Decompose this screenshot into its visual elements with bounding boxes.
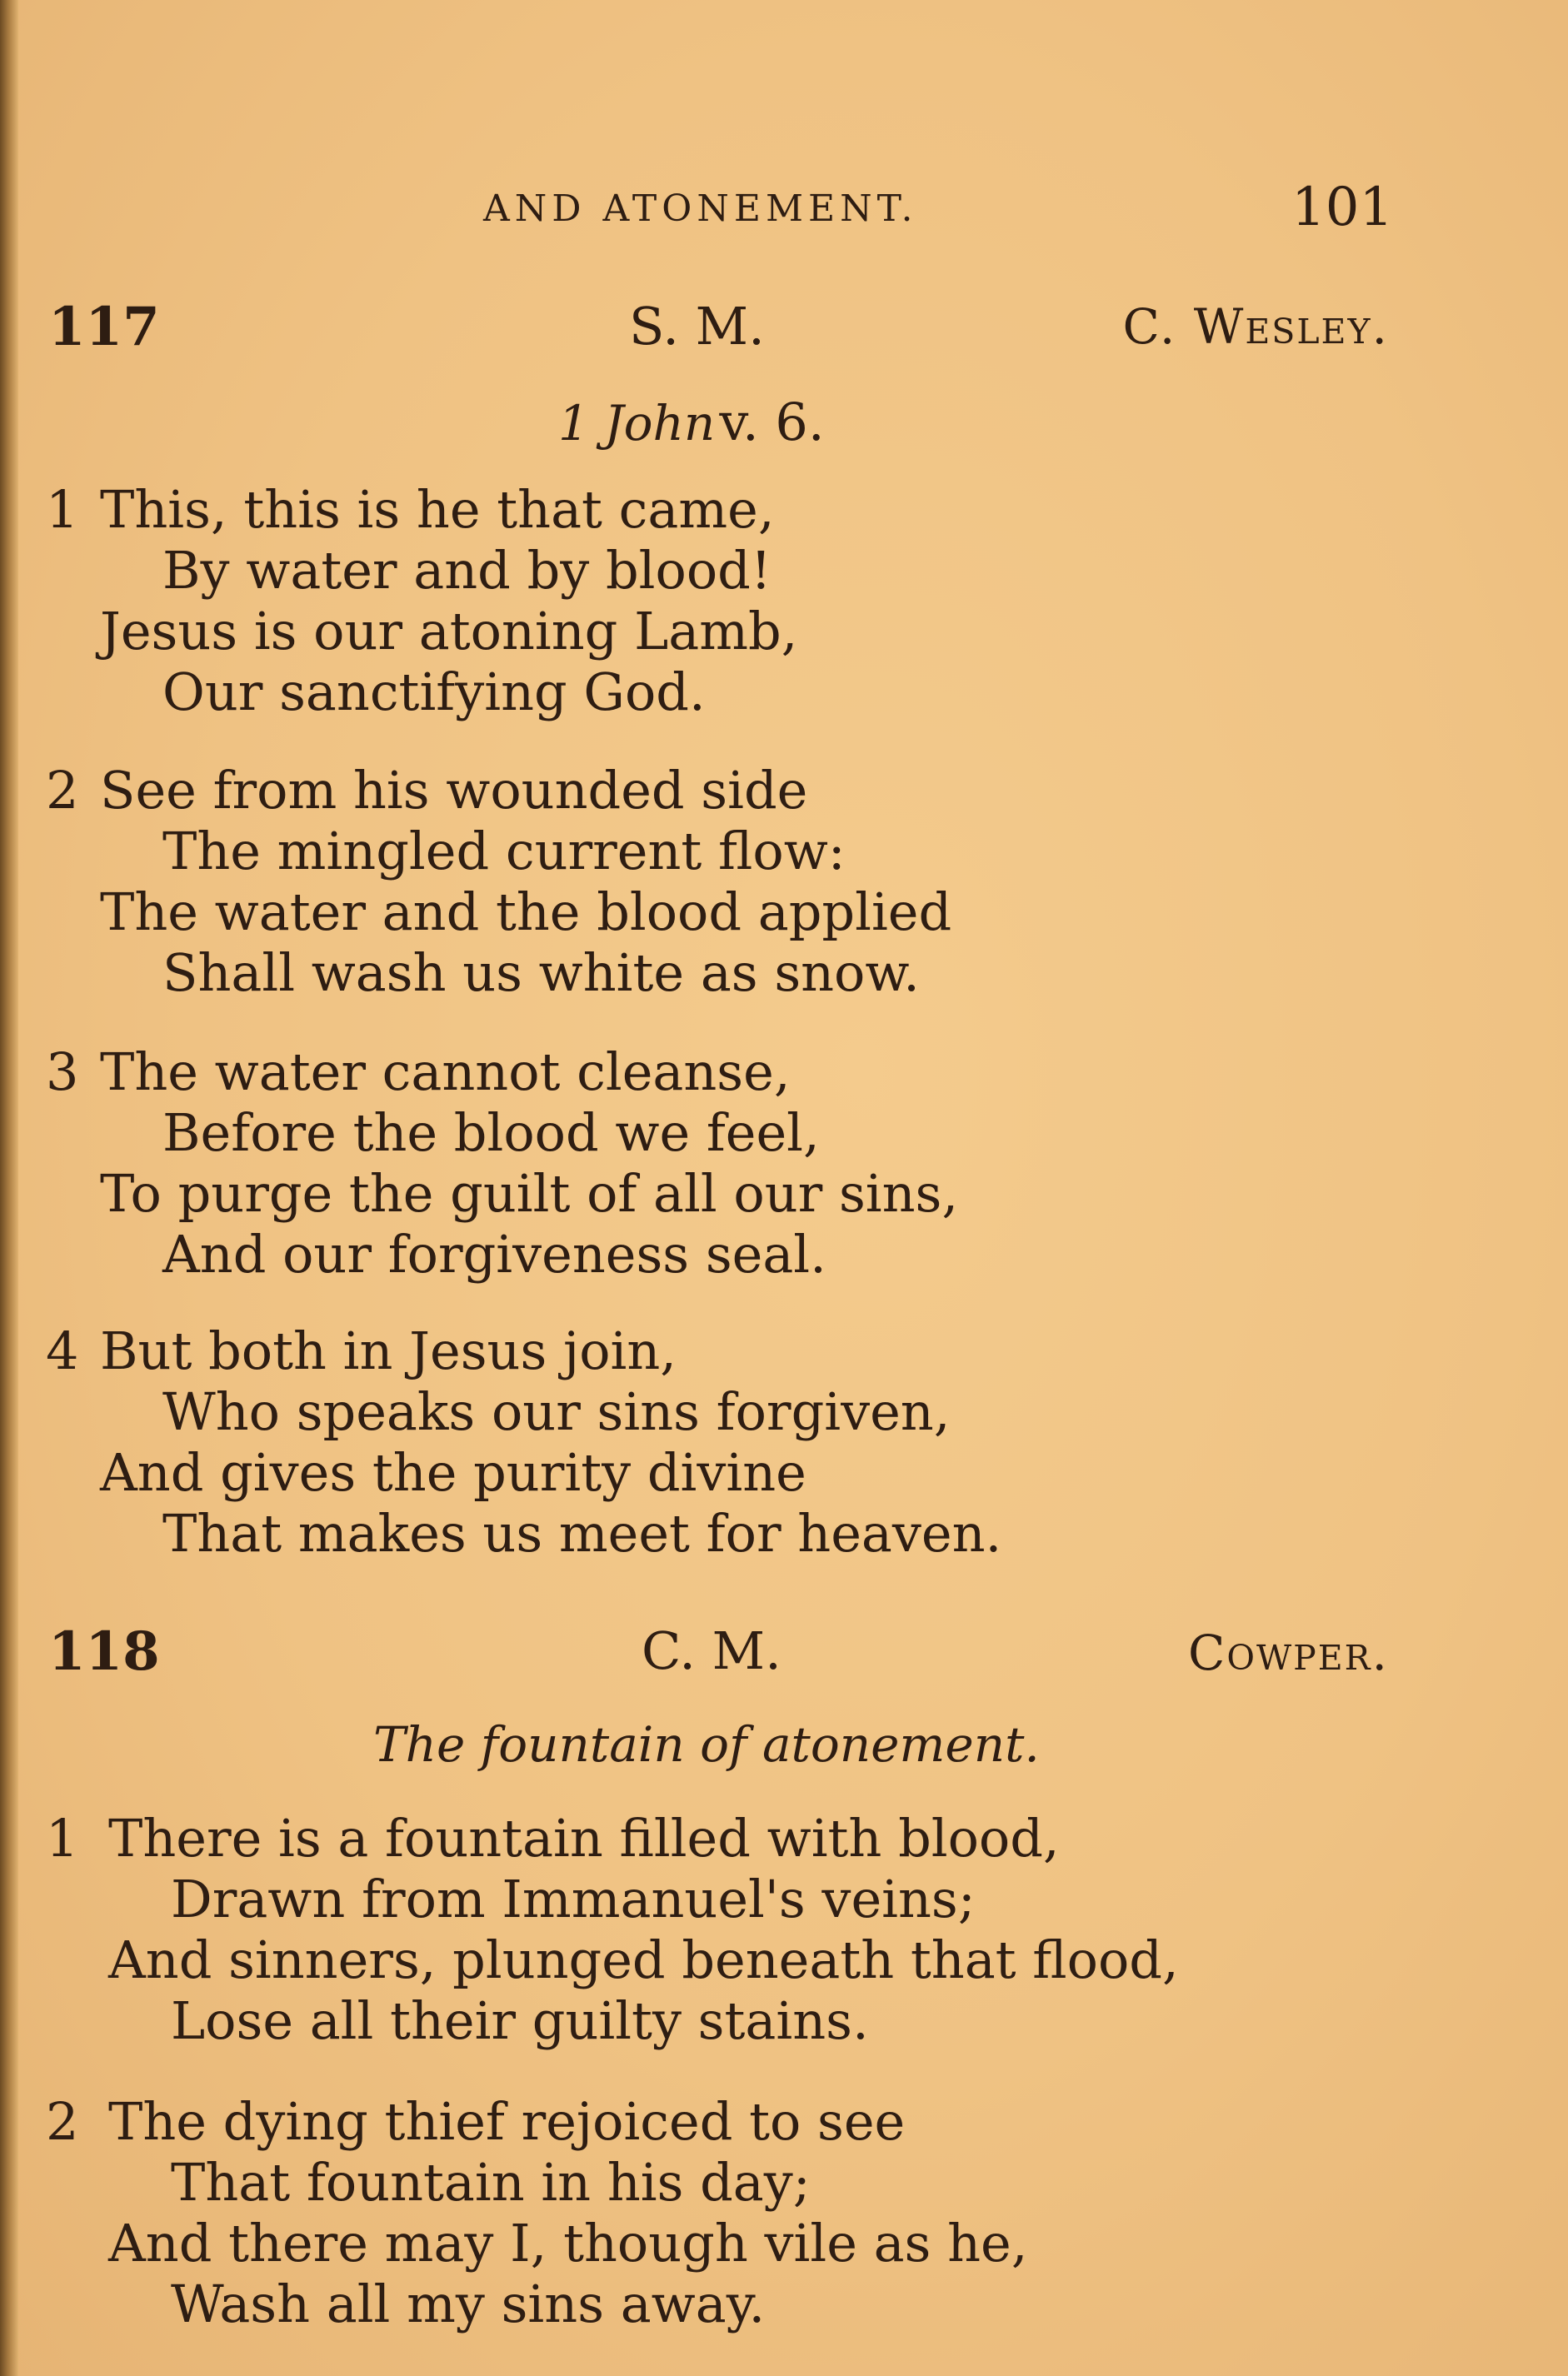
page-number: 101 bbox=[1291, 177, 1394, 238]
verse-line: By water and by blood! bbox=[162, 540, 772, 601]
verse-line: Who speaks our sins forgiven, bbox=[162, 1381, 951, 1442]
verse-line: This, this is he that came, bbox=[100, 479, 775, 540]
hymn-meter: S. M. bbox=[629, 296, 765, 357]
verse-line: The dying thief rejoiced to see bbox=[108, 2091, 906, 2152]
reference-book: 1 John bbox=[558, 395, 716, 452]
verse-line: Drawn from Immanuel's veins; bbox=[171, 1869, 976, 1929]
verse-line: The mingled current flow: bbox=[162, 821, 846, 881]
stanza-number: 1 bbox=[46, 1808, 79, 1869]
stanza-number: 3 bbox=[46, 1041, 79, 1102]
verse-line: And there may I, though vile as he, bbox=[108, 2213, 1028, 2274]
scripture-reference bbox=[558, 392, 825, 452]
hymn-title: The fountain of atonement. bbox=[373, 1716, 1040, 1773]
verse-line: Jesus is our atoning Lamb, bbox=[100, 601, 798, 661]
verse-line: And sinners, plunged beneath that flood, bbox=[108, 1929, 1179, 1990]
book-spine bbox=[0, 0, 18, 2376]
verse-line: Our sanctifying God. bbox=[162, 661, 706, 722]
verse-line: That makes us meet for heaven. bbox=[162, 1503, 1002, 1564]
verse-line: Shall wash us white as snow. bbox=[162, 942, 920, 1003]
running-head: AND ATONEMENT. bbox=[483, 187, 918, 230]
verse-line: And gives the purity divine bbox=[100, 1442, 806, 1503]
stanza-number: 4 bbox=[46, 1320, 79, 1381]
hymn-author: Cowper. bbox=[1188, 1625, 1389, 1681]
reference-verse: v. 6. bbox=[719, 392, 825, 452]
verse-line: Before the blood we feel, bbox=[162, 1102, 820, 1163]
verse-line: To purge the guilt of all our sins, bbox=[100, 1163, 959, 1224]
verse-line: The water cannot cleanse, bbox=[100, 1041, 791, 1102]
stanza-number: 2 bbox=[46, 760, 79, 821]
stanza-number: 2 bbox=[46, 2091, 79, 2152]
verse-line: See from his wounded side bbox=[100, 760, 808, 821]
hymn-meter: C. M. bbox=[642, 1620, 782, 1681]
verse-line: Lose all their guilty stains. bbox=[171, 1990, 869, 2051]
hymn-number: 117 bbox=[48, 296, 160, 358]
verse-line: There is a fountain filled with blood, bbox=[108, 1808, 1060, 1869]
verse-line: The water and the blood applied bbox=[100, 881, 952, 942]
verse-line: But both in Jesus join, bbox=[100, 1320, 677, 1381]
verse-line: And our forgiveness seal. bbox=[162, 1224, 826, 1285]
hymn-author: C. Wesley. bbox=[1122, 298, 1389, 355]
stanza-number: 1 bbox=[46, 479, 79, 540]
hymn-number: 118 bbox=[48, 1620, 160, 1683]
verse-line: That fountain in his day; bbox=[171, 2152, 811, 2213]
verse-line: Wash all my sins away. bbox=[171, 2274, 766, 2334]
